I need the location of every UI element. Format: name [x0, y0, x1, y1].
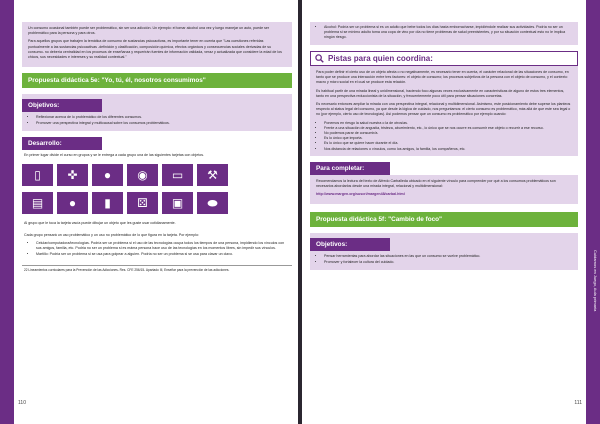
objetivos-section [22, 94, 292, 131]
phone-icon: ▯ [22, 164, 53, 186]
objetivos-title: Objetivos: [22, 99, 102, 112]
list-item: • Promover una perspectiva integral y multicausal sobre los consumos problemáticos. [36, 121, 286, 126]
tv-icon: ▭ [162, 164, 193, 186]
right-sidebar-band [586, 0, 600, 424]
list-item: • Martillo: Podría ser un problema si se usa para golpear a alguien. Podría no ser un problema si se usa para clavar un clavo. [36, 252, 286, 257]
footnote: 22 Lineamientos curriculares para la Prevención de las Adicciones- Res. CFE 256/15- Apartado III, Enseñar para la prevención de las adicciones. [22, 265, 292, 274]
slot-icon: ▣ [162, 192, 193, 214]
dice-icon: ⚄ [127, 192, 158, 214]
drop-icon: ● [57, 192, 88, 214]
gamepad-icon: ✜ [57, 164, 88, 186]
banner-5e: Propuesta didáctica 5e: "Yo, tú, él, nosotros consumimos" [22, 73, 292, 88]
banner-5f: Propuesta didáctica 5f: "Cambio de foco" [310, 212, 578, 227]
cookie-icon: ● [92, 164, 123, 186]
pistas-header [310, 51, 578, 66]
examples-list [22, 241, 292, 262]
desarrollo-paragraph-3: Cada grupo pensará un uso problemático y un uso no problemático de lo que figura en la tarjeta. Por ejemplo: [24, 232, 200, 237]
list-item: • Es lo único que importa. [324, 136, 572, 141]
completar-box [310, 175, 578, 205]
apple-icon: ◉ [127, 164, 158, 186]
magnifier-icon [315, 54, 324, 63]
desarrollo-paragraph-2: Al grupo que le toca la tarjeta vacía puede dibujar un objeto que les guste usar cotidianamente. [24, 221, 176, 226]
desarrollo-intro: En primer lugar divide el curso en grupos y se le entrega a cada grupo una de las siguientes tarjetas con objetos. [24, 153, 204, 158]
objetivos-list [22, 112, 292, 131]
list-item: • Reflexionar acerca de lo problemático de los diferentes consumos. [36, 115, 286, 120]
page-number-right: 111 [574, 400, 582, 406]
intro-paragraph-1: Un consumo ocasional también puede ser problemático, sin ser una adicción. Un ejemplo: el tomar alcohol una vez y luego manejar un auto, puede ser problemático para la persona y para otros. [28, 26, 270, 36]
list-item: • Alcohol: Podría ser un problema si es un adulto que bebe todos los días hasta emborracharse, impidiéndole realizar sus actividades. Podría no ser un problema si se mínimo adulto toma una copa de vino por día no tiene problemas de salud preexistentes, y por su situación contextual esto no le implica ningún riesgo. [324, 25, 572, 40]
top-examples-list [310, 22, 578, 45]
list-item: • Promover y fortalecer la cultura del cuidado. [324, 260, 572, 265]
pill-icon: ⬬ [197, 192, 228, 214]
pistas-paragraph-2: Es habitual partir de una mirada lineal y unidimensional, haciendo foco algunas veces exclusivamente en características de alguno de estos tres elementos, tanto en una perspectiva reduccionista de la situación, y frecuentemente poco útil para pensar situaciones concretas. [316, 88, 565, 98]
left-page [0, 0, 298, 424]
intro-box [22, 22, 292, 67]
pistas-paragraph-3: Es necesario entonces ampliar la mirada con una perspectiva integral, relacional y multidimensional. Asimismo, este posicionamiento debe superar los planteos respecto al status legal del consumo, ya que desde la lógica de cuidado, nos preguntamos: el cierto consumo es problemático, más allá de que este sea legal o no (por ejemplo, cierto uso de tecnologías). Así podemos pensar que un consumo es problemático por ejemplo cuando: [316, 102, 571, 117]
list-item: • Celular/computadora/tecnologías. Podría ser un problema si el uso de las tecnologías ocupa todos los tiempos de una persona, impidiendo los vínculos con sus amigos, familia, etc. Podría no ser un problema si es máma persona hace uso de las tecnologías en los momentos libres, sin impedir sus vínculos. [36, 241, 286, 251]
pistas-list [316, 121, 572, 152]
icons-row-1 [22, 164, 292, 186]
list-item: • Frente a una situación de angustia, tristeza, aburrimiento, etc., lo único que se nos ocurre es consumir ese objeto o recurrir a ese recurso. [324, 126, 572, 131]
hammer-icon: ⚒ [197, 164, 228, 186]
list-item: • Ponemos en riesgo la salud nuestra o la de otros/as. [324, 121, 572, 126]
list-item: • Es lo único que se quiere hacer durante el día. [324, 141, 572, 146]
completar-paragraph: Recomendamos la lectura del texto de Alfredo Carballeda ubicado en el siguiente vínculo para comprender por qué a los consumos problemáticos son necesarios abordarlos desde una mirada integral, relacional y multidimensional: [316, 178, 556, 189]
left-sidebar-band [0, 0, 14, 424]
bottle-icon: ▮ [92, 192, 123, 214]
page-number-left: 110 [18, 400, 26, 406]
objetivos-section-right [310, 233, 578, 270]
list-item: • No podemos parar de consumir/a. [324, 131, 572, 136]
list-item: • Nos distancia de relaciones o vínculos, como los amigos, la familia, los compañeros, etc. [324, 147, 572, 152]
list-item: • Pensar herramientas para abordar las situaciones en las que un consumo se vuelve problemático. [324, 254, 572, 259]
icons-row-2 [22, 192, 292, 214]
right-content [310, 0, 578, 270]
pistas-paragraph-1: Para poder definir el cierto uso de un objeto afecta o no negativamente, es necesario tener en cuenta, el carácter relacional de las situaciones de consumo, en tanto que se produce una interacción entre tres factores: el objeto de consumo; los procesos subjetivos de la persona con el objeto de consumo, y el contexto macro y micro social en el cual se produce esta relación. [316, 70, 569, 85]
pistas-box [310, 66, 578, 156]
objetivos-title-right: Objetivos: [310, 238, 390, 251]
pistas-title: Pistas para quien coordina: [328, 54, 433, 63]
intro-paragraph-2: Para aquellos grupos que trabajen la temática de consumo de sustancias psicoactivas, es importante tener en cuenta que "Las cuestiones referidas puntualmente a las sustancias psicoactivas -definición y clasificación, composición química, efectos orgánicos y consecuencias sociales derivadas de su consumo- no debería centralidad en los procesos de enseñanza y requerirán fuentes de información validada, veraz y actualizada que considere la edad de los chicos, sus necesidades e intereses y su realidad contextual." [28, 39, 282, 60]
right-page [302, 0, 600, 424]
completar-title: Para completar: [310, 162, 390, 175]
desarrollo-title: Desarrollo: [22, 137, 102, 150]
side-text: Cuidarnos en Juego, Aula primaria [593, 250, 598, 312]
objetivos-list-right [310, 251, 578, 270]
left-content [22, 0, 292, 274]
completar-link[interactable]: http://www.margen.org/suscri/margen48/carbal.html [316, 192, 405, 197]
ticket-icon: ▤ [22, 192, 53, 214]
